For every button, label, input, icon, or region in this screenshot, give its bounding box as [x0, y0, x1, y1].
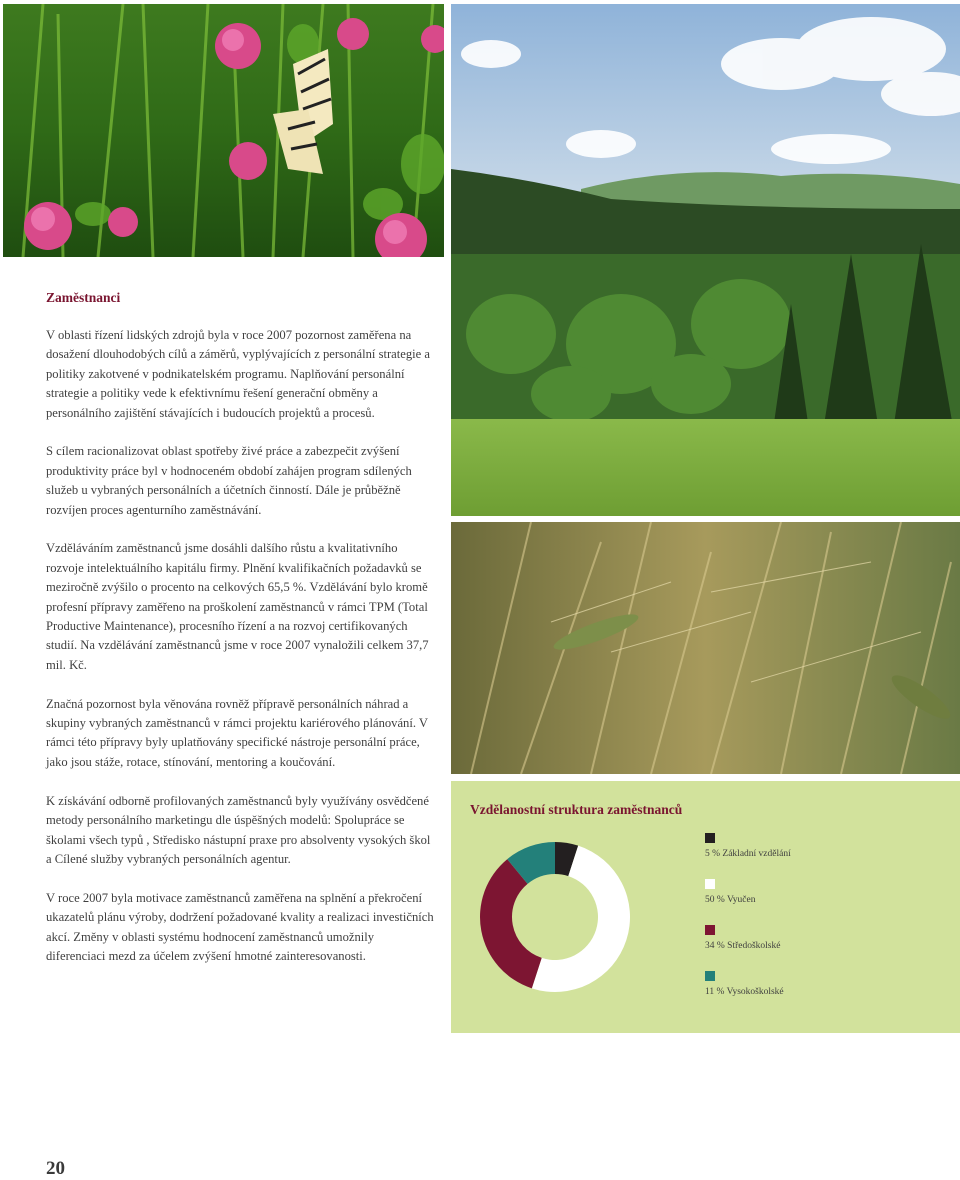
legend-label: 50 % Vyučen [705, 895, 756, 905]
donut-chart [477, 839, 633, 995]
chart-title: Vzdělanostní struktura zaměstnanců [470, 802, 683, 817]
paragraph: Vzděláváním zaměstnanců jsme dosáhli dalšího růstu a kvalitativního rozvoje intelektuálního kapitálu firmy. Plnění kvalifikačních požadavků se meziročně zvýšilo o procento na celkových 65,5 %. Vzdělávání bylo kromě profesní přípravy zaměřeno na proškolení zaměstnanců v rámci TPM (Total Productive Maintenance), procesního řízení a na rozvoj certifikovaných studií. Na vzdělávání zaměstnanců jsme v roce 2007 vynaložili celkem 37,7 mil. Kč. [46, 541, 429, 672]
legend-swatch [705, 925, 715, 935]
legend-label: 5 % Základní vzdělání [705, 849, 791, 859]
paragraph: S cílem racionalizovat oblast spotřeby živé práce a zabezpečit zvýšení produktivity práce byl v hodnoceném období zahájen program sdílených služeb u vybraných personálních a účetních činností. Dále je průběžně rozvíjen proces agenturního zaměstnávání. [46, 444, 412, 517]
page-number: 20 [46, 1158, 65, 1179]
education-chart-panel [451, 781, 960, 1033]
paragraph: K získávání odborně profilovaných zaměstnanců byly využívány osvědčené metody personálního marketingu dle úspěšných modelů: Spolupráce se školami všech typů , Středisko nástupní praxe pro absolventy vysokých škol a Cílené služby vybraných personálních agentur. [46, 793, 431, 866]
paragraph: Značná pozornost byla věnována rovněž přípravě personálních náhrad a skupiny vybraných zaměstnanců v rámci projektu kariérového plánování. V rámci této přípravy byly uplatňovány specifické nástroje personální práce, jako jsou stáže, rotace, stínování, mentoring a koučování. [46, 696, 428, 769]
section-title: Zaměstnanci [46, 290, 121, 305]
legend-swatch [705, 879, 715, 889]
legend-label: 34 % Středoškolské [705, 941, 781, 951]
forest-landscape-photo [451, 4, 960, 516]
legend-swatch [705, 833, 715, 843]
body-text [46, 326, 436, 986]
paragraph: V oblasti řízení lidských zdrojů byla v roce 2007 pozornost zaměřena na dosažení dlouhodobých cílů a záměrů, vyplývajících z personální strategie a politiky zakotvené v podnikatelském programu. Naplňování personální strategie a politiky vede k efektivnímu řešení generační obměny a personálního zajištění stávajících i budoucích projektů a procesů. [46, 328, 430, 420]
paragraph: V roce 2007 byla motivace zaměstnanců zaměřena na splnění a překročení ukazatelů plánu výroby, dodržení požadované kvality a realizaci investičních akcí. Změny v oblasti systému hodnocení zaměstnanců umožnily diferenciaci mezd za účelem zvýšení hmotné zainteresovanosti. [46, 890, 434, 963]
clover-butterfly-photo [3, 4, 444, 257]
barley-field-photo [451, 522, 960, 774]
legend-label: 11 % Vysokoškolské [705, 987, 784, 997]
legend-swatch [705, 971, 715, 981]
